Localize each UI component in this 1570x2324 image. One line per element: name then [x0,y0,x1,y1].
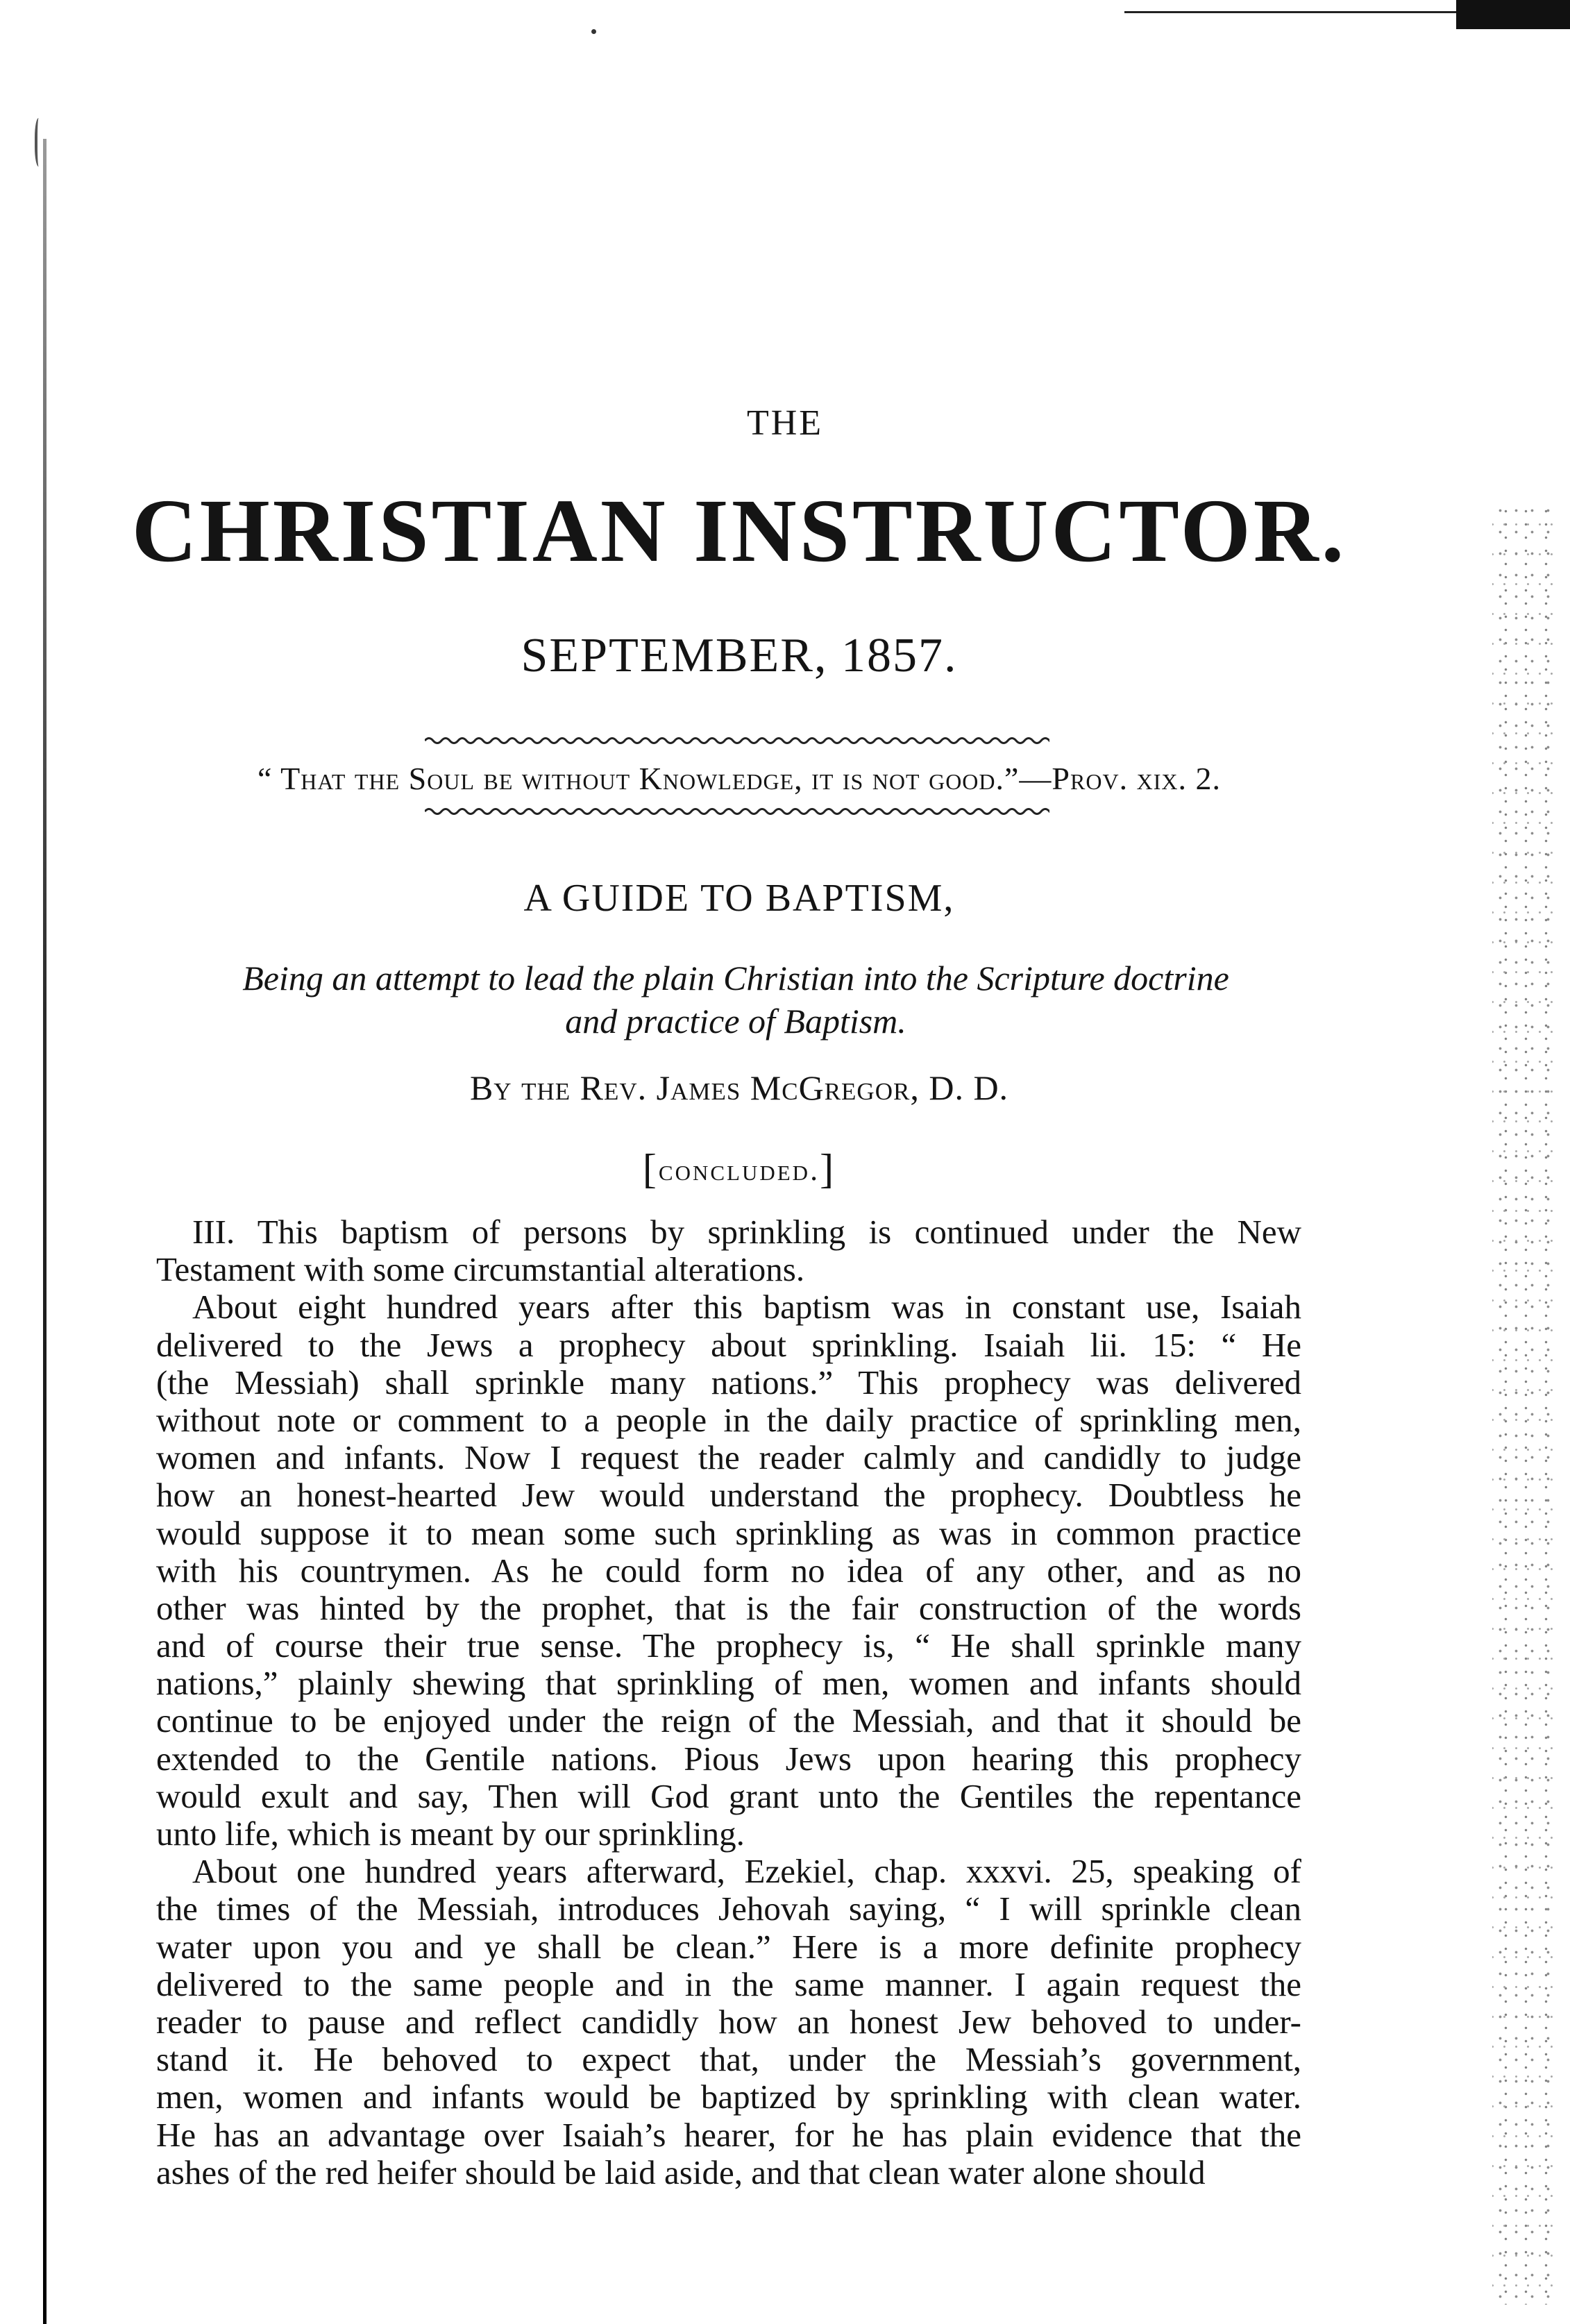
body-line: delivered to the same people and in the same manner. I again request the [156,1964,1301,2003]
body-line: continue to be enjoyed under the reign of the Messiah, and that it should be [156,1701,1301,1740]
subtitle-line-1: Being an attempt to lead the plain Christian into the Scripture doctrine [242,959,1229,997]
ink-dot [591,29,596,34]
body-line: unto life, which is meant by our sprinkling. [156,1814,745,1853]
body-line: with his countrymen. As he could form no idea of any other, and as no [156,1551,1301,1590]
bracket-close: ] [820,1146,836,1192]
concluded-label: concluded. [658,1153,820,1187]
body-line: ashes of the red heifer should be laid aside, and that clean water alone should [156,2153,1206,2191]
article-body [156,1213,1301,2191]
body-line: About eight hundred years after this baptism was in constant use, Isaiah [192,1288,1301,1327]
body-line: nations,” plainly shewing that sprinkling of men, women and infants should [156,1664,1301,1703]
body-line: would suppose it to mean some such sprinkling as was in common practice [156,1513,1301,1552]
issue-date: SEPTEMBER, 1857. [521,629,958,682]
masthead-title: CHRISTIAN INSTRUCTOR. [131,481,1347,581]
body-line: extended to the Gentile nations. Pious Jews upon hearing this prophecy [156,1739,1301,1778]
top-rule [1124,11,1485,13]
article-subtitle [160,957,1312,1043]
body-line: and of course their true sense. The prophecy is, “ He shall sprinkle many [156,1626,1301,1665]
subtitle-line-2: and practice of Baptism. [565,1002,906,1041]
body-line: reader to pause and reflect candidly how an honest Jew behoved to under- [156,2002,1301,2041]
body-line: women and infants. Now I request the reader calmly and candidly to judge [156,1438,1301,1477]
body-line: without note or comment to a people in the daily practice of sprinkling men, [156,1400,1301,1439]
body-line: Testament with some circumstantial alterations. [156,1250,805,1289]
body-line: men, women and infants would be baptized by sprinkling with clean water. [156,2078,1301,2116]
article-title: A GUIDE TO BAPTISM, [523,877,955,920]
header-the: THE [746,403,824,443]
binding-edge [43,139,47,2324]
body-line: stand it. He behoved to expect that, under the Messiah’s government, [156,2040,1301,2079]
top-corner-tab [1456,0,1570,29]
motto: “ That the Soul be without Knowledge, it is not good.”—Prov. xix. 2. [258,761,1221,796]
concluded-note [0,1145,1478,1193]
body-line: how an honest-hearted Jew would understand the prophecy. Doubtless he [156,1476,1301,1515]
byline: By the Rev. James McGregor, D. D. [469,1068,1009,1107]
body-line: About one hundred years afterward, Ezekiel, chap. xxxvi. 25, speaking of [192,1852,1301,1891]
body-line: the times of the Messiah, introduces Jehovah saying, “ I will sprinkle clean [156,1889,1301,1928]
bleed-through-speckle [1492,500,1562,2305]
wavy-rule-bottom [425,807,1049,816]
body-line: III. This baptism of persons by sprinkling is continued under the New [192,1213,1301,1251]
body-line: would exult and say, Then will God grant unto the Gentiles the repentance [156,1776,1301,1815]
body-line: (the Messiah) shall sprinkle many nations.” This prophecy was delivered [156,1363,1301,1401]
bracket-open: [ [642,1146,659,1192]
body-line: other was hinted by the prophet, that is the fair construction of the words [156,1588,1301,1627]
body-line: delivered to the Jews a prophecy about sprinkling. Isaiah lii. 15: “ He [156,1325,1301,1364]
body-line: He has an advantage over Isaiah’s hearer, for he has plain evidence that the [156,2115,1301,2154]
body-line: water upon you and ye shall be clean.” Here is a more definite prophecy [156,1927,1301,1966]
wavy-rule-top [425,736,1049,746]
